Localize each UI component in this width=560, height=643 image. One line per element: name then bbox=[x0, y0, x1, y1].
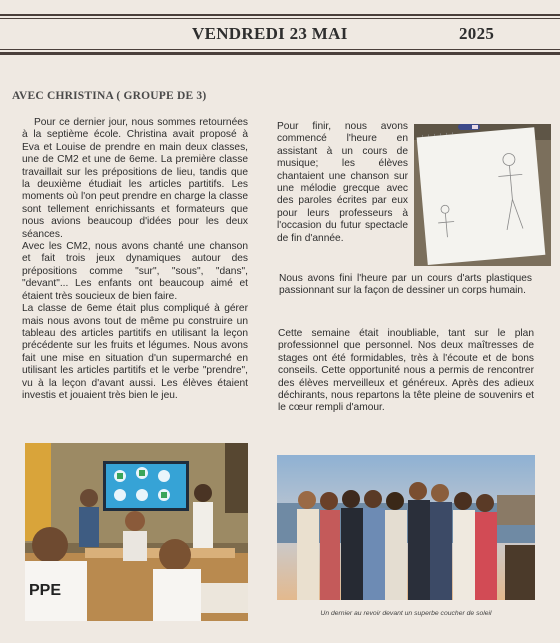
photo-caption: Un dernier au revoir devant un superbe coucher de soleil bbox=[320, 610, 492, 617]
drawing-notebook-photo bbox=[414, 124, 551, 266]
header-line-bottom bbox=[0, 52, 560, 55]
left-column-text bbox=[22, 117, 248, 402]
group-sunset-photo bbox=[277, 455, 535, 600]
section-title: AVEC CHRISTINA ( GROUPE DE 3) bbox=[12, 90, 207, 102]
paragraph-intro: Pour ce dernier jour, nous sommes retournées à la septième école. Christina avait proposé à Eva et Louise de prendre en main deux classes, une de CM2 et une de 6eme. La première classe travaillait sur les prépositions de lieu, tandis que la deuxième étudiait les articles partitifs. Les moments où l'on peut prendre en charge la classe sont tellement enrichissants et formateurs que nous avions beaucoup d'idées pour les deux séances. bbox=[22, 117, 248, 240]
classroom-photo bbox=[25, 443, 248, 621]
right-column-text-2: Nous avons fini l'heure par un cours d'arts plastiques passionnant sur la façon de dessiner un corps humain. bbox=[279, 273, 532, 297]
right-column-text-1: Pour finir, nous avons commencé l'heure en assistant à un cours de musique; les élèves chantaient une chanson sur une mélodie grecque avec des paroles écrites par eux pour leurs professeurs à l'occasion du futur spectacle de fin d'année. bbox=[277, 121, 408, 244]
right-column-text-3: Cette semaine était inoubliable, tant sur le plan professionnel que personnel. Nos deux maîtresses de stages ont été formidables, très à l'écoute et de bons conseils. Cette opportunité nous a permis de rencontrer des élèves merveilleux et généreux. Après des adieux déchirants, nous repartons la tête pleine de souvenirs et le cœur rempli d'amour. bbox=[278, 328, 534, 414]
header-line-top-thin bbox=[0, 18, 560, 19]
paragraph-6eme: La classe de 6eme était plus compliqué à gérer mais nous avons tout de même pu construire un tableau des articles partitifs en utilisant la leçon précédente sur les fruits et légumes. Nous avons fait une mise en situation d'un supermarché en utilisant les articles partitifs et le verbe "prendre", vu à la leçon d'avant aussi. Les élèves étaient investis et jouaient très bien le jeu. bbox=[22, 303, 248, 401]
header-line-bottom-thin bbox=[0, 49, 560, 50]
header-year: 2025 bbox=[459, 24, 495, 43]
paragraph-cm2: Avec les CM2, nous avons chanté une chanson et fait trois jeux dynamiques autour des prépositions comme "sur", "sous", "dans", "devant"... Les enfants ont beaucoup aimé et étaient très soucieux de bien faire. bbox=[22, 241, 248, 302]
header-date: VENDREDI 23 MAI bbox=[192, 24, 348, 43]
svg-text:PPE: PPE bbox=[29, 582, 62, 599]
header-line-top bbox=[0, 14, 560, 16]
